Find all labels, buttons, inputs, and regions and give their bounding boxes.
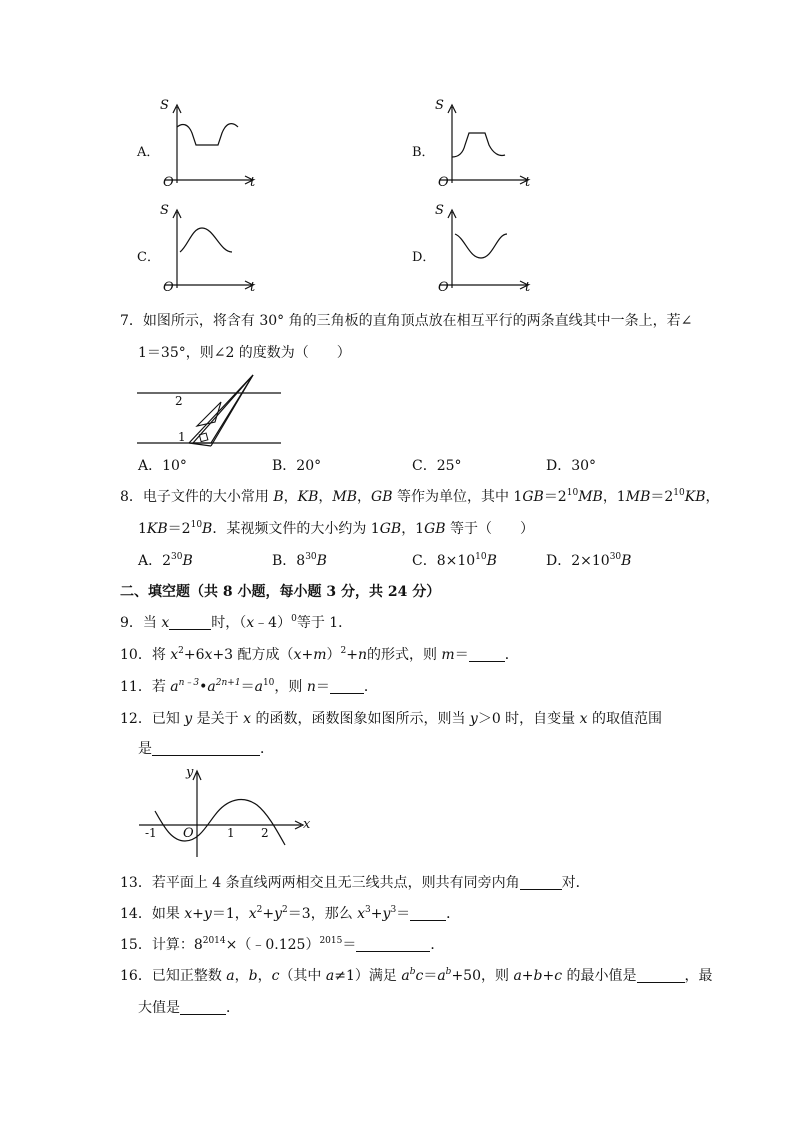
q11: 11．若 $a^{n﹣3}•a^{2n+1}=a^{10}$，则 n＝ ． [120, 678, 378, 695]
q7-option-c: C．25° [412, 458, 462, 474]
answer-blank[interactable] [356, 937, 430, 952]
axis-o: O [438, 175, 449, 190]
axis-s: S [160, 98, 169, 113]
answer-blank[interactable] [520, 875, 562, 890]
q16-line1: 16．已知正整数 a，b，c（其中 a≠1）满足 $a^bc=a^b+50$，则 a+b+c 的最小值是 ，最 [120, 967, 713, 984]
q6-option-d [405, 200, 545, 300]
axis-y-label: y [186, 765, 194, 780]
q13: 13．若平面上 4 条直线两两相交且无三线共点，则共有同旁内角 对． [120, 875, 590, 891]
q14: 14．如果 x+y＝1，$x^2+y^2=3$，那么 $x^3+y^3=$ ． [120, 905, 461, 922]
q7-line1: 7．如图所示，将含有 30° 角的三角板的直角顶点放在相互平行的两条直线其中一条上，若∠ [120, 313, 693, 329]
answer-blank[interactable] [180, 1000, 226, 1015]
q8-option-d: D．$2\times 10^{30}B$ [546, 552, 632, 569]
q7-option-d: D．30° [546, 458, 597, 474]
axis-s: S [435, 98, 444, 113]
q8-option-a: A．$2^{30}B$ [138, 552, 193, 569]
graph-c [130, 200, 270, 300]
answer-blank[interactable] [330, 679, 364, 694]
q6-option-c [130, 200, 270, 300]
q7-option-b: B．20° [272, 458, 322, 474]
q8-line1: 8．电子文件的大小常用 B，KB，MB，GB 等作为单位，其中 $1GB=2^{10}MB$，$1MB=2^{10}KB$， [120, 488, 720, 505]
answer-blank[interactable] [637, 968, 685, 983]
option-letter: A． [137, 145, 160, 160]
angle-2-label: 2 [175, 394, 183, 408]
q12-line2: 是 ． [138, 741, 274, 757]
graph-b [405, 95, 545, 195]
q6-option-a [130, 95, 270, 195]
q15: 15．计算：$8^{2014}\times(﹣0.125)^{2015}=$ ． [120, 936, 445, 953]
q16-line2: 大值是 ． [138, 1000, 240, 1016]
answer-blank[interactable] [169, 615, 211, 630]
q7-option-a: A．10° [138, 458, 187, 474]
tick-2: 2 [261, 826, 269, 840]
q6-option-b [405, 95, 545, 195]
section-title: 二、填空题（共 8 小题，每小题 3 分，共 24 分） [120, 584, 441, 600]
axis-s: S [435, 203, 444, 218]
tick-neg1: -1 [145, 826, 157, 840]
q7-line2: 1＝35°，则∠2 的度数为（ ） [138, 345, 351, 361]
q8-option-c: C．$8\times 10^{10}B$ [412, 552, 497, 569]
answer-blank[interactable] [410, 906, 446, 921]
axis-t: t [525, 175, 531, 190]
axis-x-label: x [303, 817, 311, 832]
graph-a [130, 95, 270, 195]
option-letter: C． [137, 250, 160, 265]
q12-graph [135, 765, 315, 860]
axis-s: S [160, 203, 169, 218]
q10: 10．将 $x^2+6x+3$ 配方成$(x+m)^2+n$的形式，则 m＝ ． [120, 646, 519, 663]
q8-option-b: B．$8^{30}B$ [272, 552, 327, 569]
graph-d [405, 200, 545, 300]
answer-blank[interactable] [152, 741, 260, 756]
answer-blank[interactable] [469, 647, 505, 662]
q8-line2: $1KB=2^{10}B$．某视频文件的大小约为 1GB，1GB 等于（ ） [138, 520, 535, 537]
axis-o: O [163, 280, 174, 295]
option-letter: B． [412, 145, 435, 160]
origin-label: O [183, 826, 194, 841]
axis-o: O [438, 280, 449, 295]
q12-line1: 12．已知 y 是关于 x 的函数，函数图象如图所示，则当 y＞0 时，自变量 x 的取值范围 [120, 711, 662, 727]
option-letter: D． [412, 250, 436, 265]
axis-o: O [163, 175, 174, 190]
tick-1: 1 [227, 826, 235, 840]
axis-t: t [525, 280, 531, 295]
axis-t: t [250, 280, 256, 295]
q7-figure [135, 370, 285, 450]
q9: 9．当 x 时，（x﹣4）$^0$等于 1． [120, 614, 353, 631]
angle-1-label: 1 [178, 430, 186, 444]
axis-t: t [250, 175, 256, 190]
